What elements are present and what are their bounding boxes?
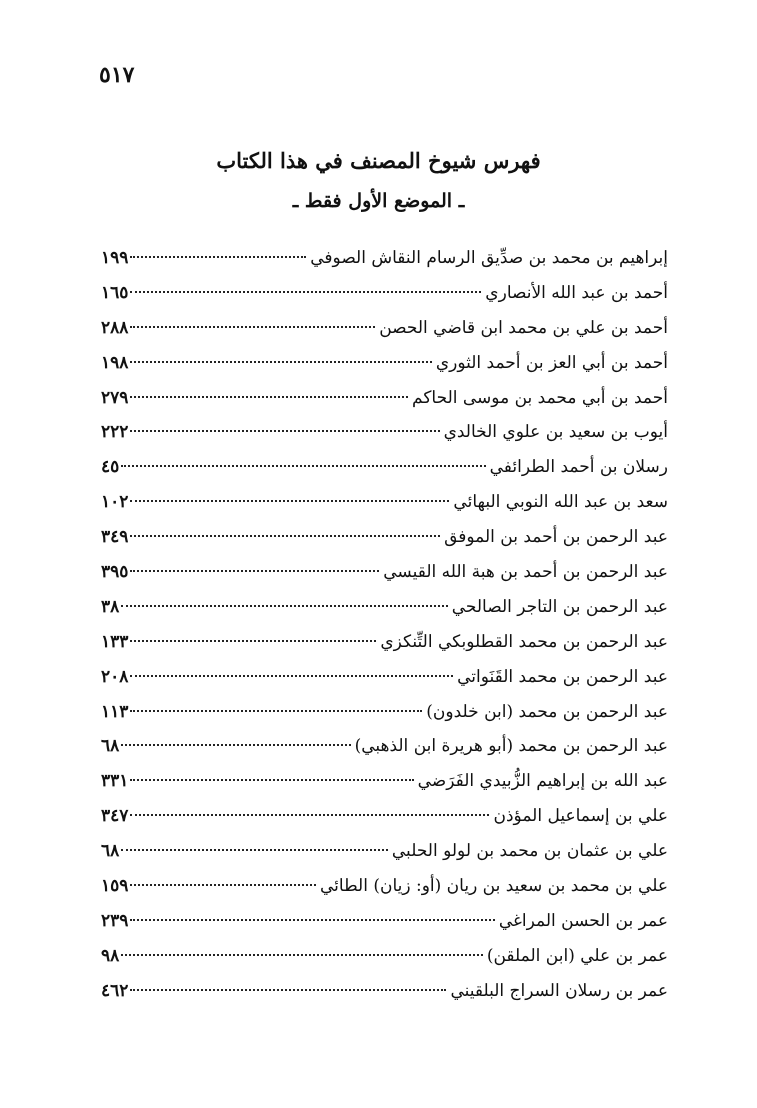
dot-leader	[130, 779, 413, 781]
dot-leader	[130, 430, 439, 432]
index-entry	[101, 422, 668, 457]
entry-page-number: ١٣٣	[101, 631, 129, 652]
entry-page-number: ٣٨	[101, 596, 120, 617]
index-entries-list	[101, 248, 668, 1016]
entry-page-number: ٤٦٢	[101, 980, 129, 1001]
entry-name: عمر بن الحسن المراغي	[498, 910, 668, 931]
entry-name: عبد الرحمن بن محمد القَنَواتي	[457, 666, 668, 687]
index-entry	[101, 771, 668, 806]
index-entry	[101, 702, 668, 737]
dot-leader	[130, 814, 489, 816]
entry-page-number: ٣٤٧	[101, 806, 129, 827]
entry-page-number: ١٥٩	[101, 876, 129, 897]
dot-leader	[121, 744, 350, 746]
entry-name: عمر بن علي (ابن الملقن)	[486, 945, 668, 966]
dot-leader	[130, 396, 408, 398]
dot-leader	[130, 919, 494, 921]
dot-leader	[130, 500, 449, 502]
dot-leader	[130, 675, 453, 677]
entry-page-number: ٦٨	[101, 736, 120, 757]
entry-page-number: ١٦٥	[101, 282, 129, 303]
dot-leader	[130, 256, 306, 258]
index-subtitle: ـ الموضع الأول فقط ـ	[292, 190, 465, 212]
dot-leader	[130, 291, 481, 293]
dot-leader	[121, 849, 388, 851]
index-entry	[101, 946, 668, 981]
index-entry	[101, 981, 668, 1016]
entry-name: سعد بن عبد الله النوبي البهائي	[453, 492, 668, 513]
entry-name: علي بن محمد بن سعيد بن ريان (أو: زيان) الطائي	[320, 876, 668, 897]
entry-name: رسلان بن أحمد الطرائفي	[489, 457, 668, 478]
dot-leader	[121, 605, 447, 607]
index-entry	[101, 736, 668, 771]
index-entry	[101, 632, 668, 667]
entry-name: عبد الرحمن بن التاجر الصالحي	[451, 596, 668, 617]
entry-page-number: ٤٥	[101, 457, 120, 478]
dot-leader	[130, 361, 431, 363]
entry-name: أحمد بن أبي العز بن أحمد الثوري	[435, 352, 668, 373]
index-entry	[101, 876, 668, 911]
entry-page-number: ١٩٩	[101, 248, 129, 268]
entry-page-number: ٦٨	[101, 841, 120, 862]
entry-name: علي بن إسماعيل المؤذن	[493, 806, 668, 827]
dot-leader	[130, 710, 422, 712]
entry-page-number: ٢٠٨	[101, 666, 129, 687]
entry-name: عبد الرحمن بن محمد القطلوبكي التِّنكزي	[380, 631, 668, 652]
dot-leader	[130, 535, 440, 537]
index-entry	[101, 388, 668, 423]
index-entry	[101, 248, 668, 283]
dot-leader	[130, 640, 376, 642]
index-entry	[101, 806, 668, 841]
dot-leader	[130, 884, 316, 886]
index-entry	[101, 911, 668, 946]
entry-page-number: ٢٧٩	[101, 387, 129, 408]
entry-name: أحمد بن عبد الله الأنصاري	[485, 282, 668, 303]
index-entry	[101, 353, 668, 388]
dot-leader	[130, 989, 446, 991]
index-entry	[101, 667, 668, 702]
page-number: ٥١٧	[99, 62, 135, 88]
entry-page-number: ٩٨	[101, 945, 120, 966]
entry-page-number: ٣٩٥	[101, 562, 129, 583]
index-entry	[101, 597, 668, 632]
entry-name: عبد الرحمن بن أحمد بن هبة الله القيسي	[383, 562, 668, 583]
entry-page-number: ٢٢٢	[101, 422, 129, 443]
index-entry	[101, 283, 668, 318]
dot-leader	[130, 570, 379, 572]
index-entry	[101, 457, 668, 492]
dot-leader	[121, 954, 483, 956]
entry-page-number: ٣٤٩	[101, 527, 129, 548]
entry-page-number: ١١٣	[101, 701, 129, 722]
index-entry	[101, 318, 668, 353]
entry-name: عبد الله بن إبراهيم الزُّبيدي الفَرَضي	[417, 771, 668, 792]
index-entry	[101, 492, 668, 527]
entry-name: عبد الرحمن بن أحمد بن الموفق	[444, 527, 668, 548]
entry-name: أيوب بن سعيد بن علوي الخالدي	[443, 422, 668, 443]
dot-leader	[130, 326, 375, 328]
entry-page-number: ١٠٢	[101, 492, 129, 513]
entry-name: عبد الرحمن بن محمد (ابن خلدون)	[426, 701, 668, 722]
entry-page-number: ٣٣١	[101, 771, 129, 792]
entry-page-number: ٢٨٨	[101, 317, 129, 338]
entry-page-number: ١٩٨	[101, 352, 129, 373]
entry-name: أحمد بن أبي محمد بن موسى الحاكم	[412, 387, 668, 408]
entry-name: أحمد بن علي بن محمد ابن قاضي الحصن	[379, 317, 668, 338]
index-entry	[101, 527, 668, 562]
index-entry	[101, 562, 668, 597]
index-entry	[101, 841, 668, 876]
entry-name: عمر بن رسلان السراج البلقيني	[450, 980, 668, 1001]
entry-name: علي بن عثمان بن محمد بن لولو الحلبي	[391, 841, 668, 862]
entry-name: إبراهيم بن محمد بن صدِّيق الرسام النقاش الصوفي	[310, 248, 668, 268]
dot-leader	[121, 465, 485, 467]
entry-page-number: ٢٣٩	[101, 910, 129, 931]
index-title: فهرس شيوخ المصنف في هذا الكتاب	[216, 148, 541, 173]
entry-name: عبد الرحمن بن محمد (أبو هريرة ابن الذهبي)	[354, 736, 668, 757]
